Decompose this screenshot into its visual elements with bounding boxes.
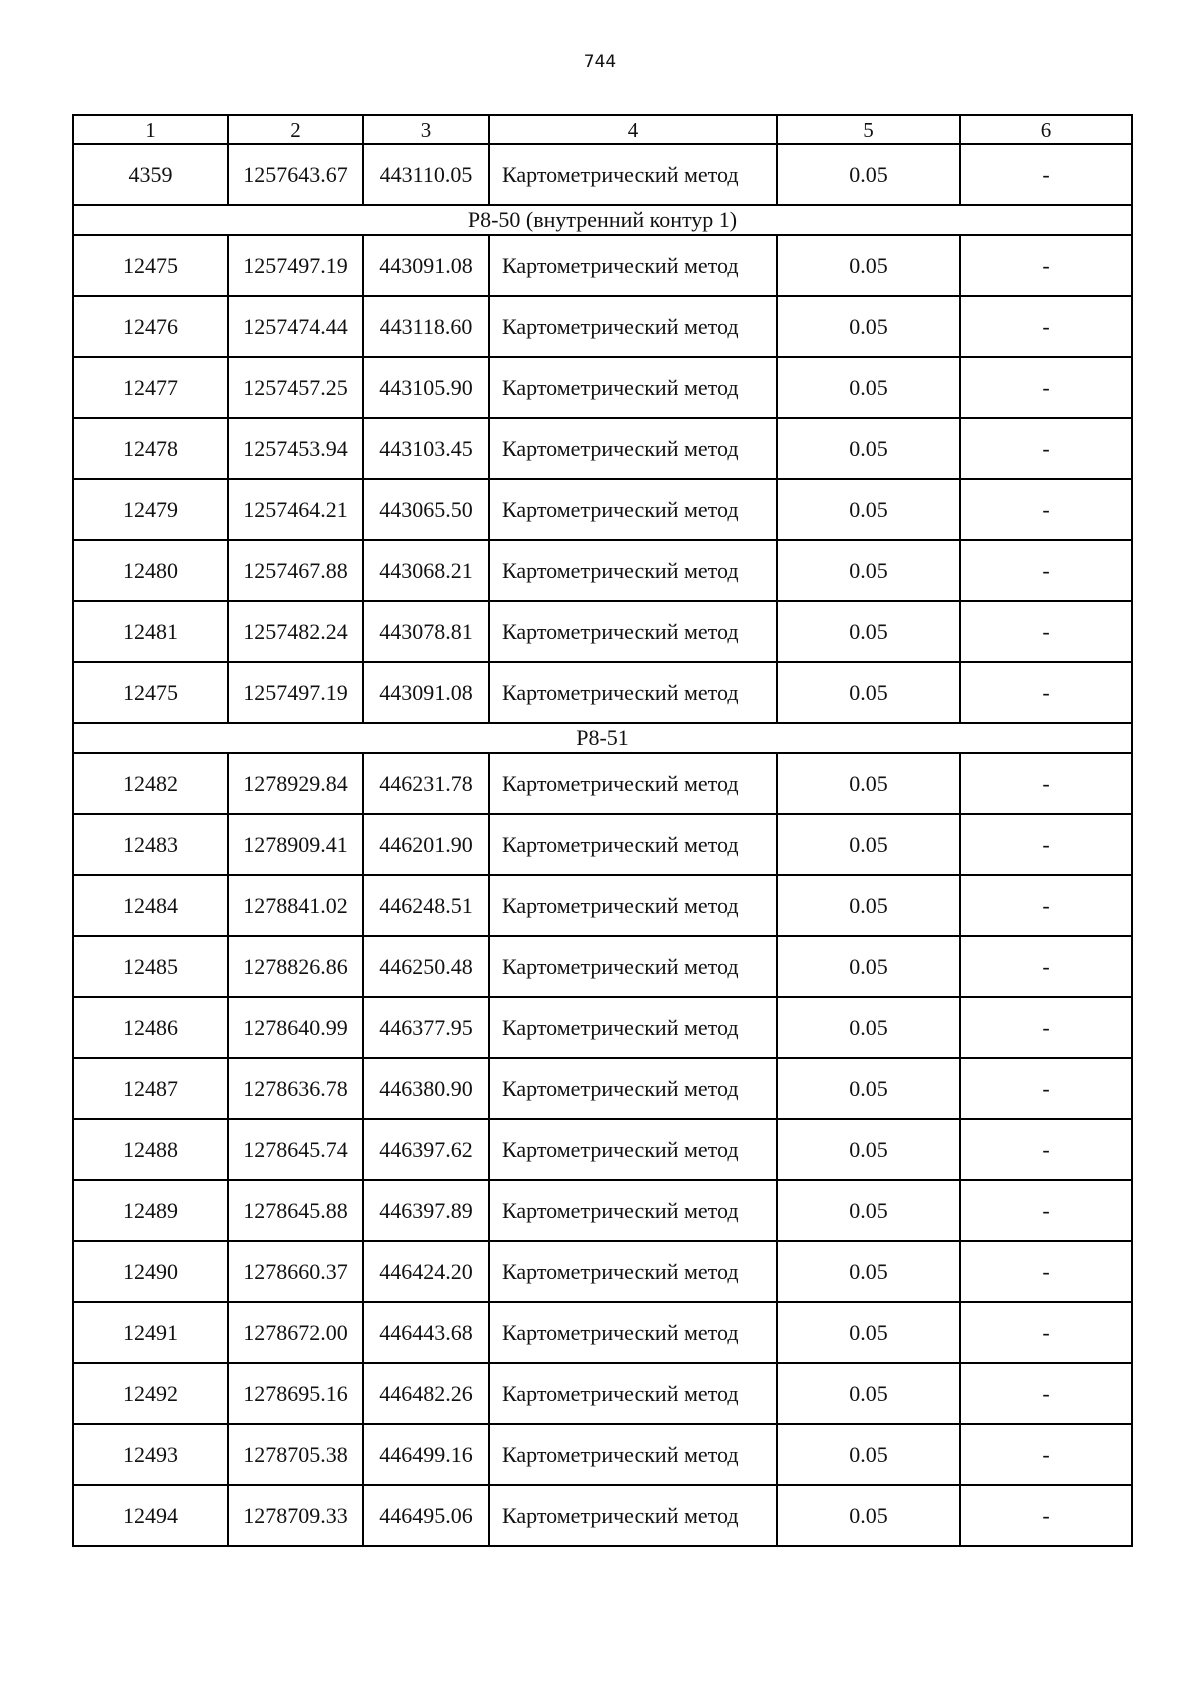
method-cell: Картометрический метод <box>489 997 777 1058</box>
method-cell: Картометрический метод <box>489 1119 777 1180</box>
y-coordinate-cell: 443105.90 <box>363 357 489 418</box>
x-coordinate-cell: 1278929.84 <box>228 753 363 814</box>
method-cell: Картометрический метод <box>489 1424 777 1485</box>
y-coordinate-cell: 446231.78 <box>363 753 489 814</box>
table-row <box>73 1363 1132 1424</box>
x-coordinate-cell: 1278636.78 <box>228 1058 363 1119</box>
table-row <box>73 296 1132 357</box>
accuracy-cell: 0.05 <box>777 601 960 662</box>
table-row <box>73 936 1132 997</box>
table-row <box>73 1180 1132 1241</box>
note-cell: - <box>960 997 1132 1058</box>
method-cell: Картометрический метод <box>489 357 777 418</box>
x-coordinate-cell: 1278645.88 <box>228 1180 363 1241</box>
y-coordinate-cell: 446482.26 <box>363 1363 489 1424</box>
y-coordinate-cell: 446499.16 <box>363 1424 489 1485</box>
y-coordinate-cell: 446495.06 <box>363 1485 489 1546</box>
table-row <box>73 814 1132 875</box>
note-cell: - <box>960 1119 1132 1180</box>
note-cell: - <box>960 235 1132 296</box>
method-cell: Картометрический метод <box>489 875 777 936</box>
x-coordinate-cell: 1278695.16 <box>228 1363 363 1424</box>
table-row <box>73 997 1132 1058</box>
point-number-cell: 12483 <box>73 814 228 875</box>
y-coordinate-cell: 443091.08 <box>363 235 489 296</box>
method-cell: Картометрический метод <box>489 1363 777 1424</box>
column-header: 2 <box>228 115 363 144</box>
x-coordinate-cell: 1278640.99 <box>228 997 363 1058</box>
column-header: 6 <box>960 115 1132 144</box>
x-coordinate-cell: 1257474.44 <box>228 296 363 357</box>
x-coordinate-cell: 1278672.00 <box>228 1302 363 1363</box>
method-cell: Картометрический метод <box>489 1180 777 1241</box>
point-number-cell: 12477 <box>73 357 228 418</box>
point-number-cell: 12482 <box>73 753 228 814</box>
accuracy-cell: 0.05 <box>777 1363 960 1424</box>
point-number-cell: 12493 <box>73 1424 228 1485</box>
accuracy-cell: 0.05 <box>777 357 960 418</box>
point-number-cell: 12478 <box>73 418 228 479</box>
note-cell: - <box>960 1363 1132 1424</box>
note-cell: - <box>960 1058 1132 1119</box>
coordinates-table <box>72 114 1133 1547</box>
table-row <box>73 418 1132 479</box>
point-number-cell: 12475 <box>73 662 228 723</box>
accuracy-cell: 0.05 <box>777 296 960 357</box>
y-coordinate-cell: 446424.20 <box>363 1241 489 1302</box>
note-cell: - <box>960 540 1132 601</box>
column-header: 1 <box>73 115 228 144</box>
method-cell: Картометрический метод <box>489 936 777 997</box>
column-header: 5 <box>777 115 960 144</box>
table-row <box>73 601 1132 662</box>
accuracy-cell: 0.05 <box>777 1241 960 1302</box>
note-cell: - <box>960 479 1132 540</box>
accuracy-cell: 0.05 <box>777 1485 960 1546</box>
table-row <box>73 144 1132 205</box>
method-cell: Картометрический метод <box>489 144 777 205</box>
accuracy-cell: 0.05 <box>777 753 960 814</box>
y-coordinate-cell: 446397.89 <box>363 1180 489 1241</box>
accuracy-cell: 0.05 <box>777 144 960 205</box>
section-row <box>73 723 1132 753</box>
accuracy-cell: 0.05 <box>777 479 960 540</box>
x-coordinate-cell: 1278645.74 <box>228 1119 363 1180</box>
x-coordinate-cell: 1278705.38 <box>228 1424 363 1485</box>
note-cell: - <box>960 601 1132 662</box>
note-cell: - <box>960 1302 1132 1363</box>
x-coordinate-cell: 1257497.19 <box>228 662 363 723</box>
method-cell: Картометрический метод <box>489 662 777 723</box>
note-cell: - <box>960 814 1132 875</box>
note-cell: - <box>960 662 1132 723</box>
accuracy-cell: 0.05 <box>777 814 960 875</box>
table-row <box>73 479 1132 540</box>
note-cell: - <box>960 1180 1132 1241</box>
y-coordinate-cell: 446380.90 <box>363 1058 489 1119</box>
note-cell: - <box>960 144 1132 205</box>
table-row <box>73 1058 1132 1119</box>
table-row <box>73 753 1132 814</box>
accuracy-cell: 0.05 <box>777 662 960 723</box>
y-coordinate-cell: 443068.21 <box>363 540 489 601</box>
table-row <box>73 1424 1132 1485</box>
x-coordinate-cell: 1257643.67 <box>228 144 363 205</box>
y-coordinate-cell: 446248.51 <box>363 875 489 936</box>
point-number-cell: 12488 <box>73 1119 228 1180</box>
table-row <box>73 1241 1132 1302</box>
header-row <box>73 115 1132 144</box>
x-coordinate-cell: 1278826.86 <box>228 936 363 997</box>
table-row <box>73 235 1132 296</box>
accuracy-cell: 0.05 <box>777 235 960 296</box>
method-cell: Картометрический метод <box>489 235 777 296</box>
x-coordinate-cell: 1257464.21 <box>228 479 363 540</box>
point-number-cell: 12484 <box>73 875 228 936</box>
table-row <box>73 357 1132 418</box>
y-coordinate-cell: 446443.68 <box>363 1302 489 1363</box>
point-number-cell: 12492 <box>73 1363 228 1424</box>
table-row <box>73 1485 1132 1546</box>
y-coordinate-cell: 443110.05 <box>363 144 489 205</box>
y-coordinate-cell: 446397.62 <box>363 1119 489 1180</box>
accuracy-cell: 0.05 <box>777 1058 960 1119</box>
accuracy-cell: 0.05 <box>777 418 960 479</box>
note-cell: - <box>960 1424 1132 1485</box>
x-coordinate-cell: 1257453.94 <box>228 418 363 479</box>
x-coordinate-cell: 1257497.19 <box>228 235 363 296</box>
method-cell: Картометрический метод <box>489 418 777 479</box>
accuracy-cell: 0.05 <box>777 997 960 1058</box>
section-title: Р8-51 <box>73 723 1132 753</box>
method-cell: Картометрический метод <box>489 540 777 601</box>
x-coordinate-cell: 1278909.41 <box>228 814 363 875</box>
x-coordinate-cell: 1278660.37 <box>228 1241 363 1302</box>
accuracy-cell: 0.05 <box>777 540 960 601</box>
note-cell: - <box>960 418 1132 479</box>
point-number-cell: 12486 <box>73 997 228 1058</box>
y-coordinate-cell: 443118.60 <box>363 296 489 357</box>
note-cell: - <box>960 296 1132 357</box>
note-cell: - <box>960 1485 1132 1546</box>
table-body <box>73 144 1132 1546</box>
accuracy-cell: 0.05 <box>777 936 960 997</box>
point-number-cell: 12489 <box>73 1180 228 1241</box>
point-number-cell: 12479 <box>73 479 228 540</box>
section-title: Р8-50 (внутренний контур 1) <box>73 205 1132 235</box>
y-coordinate-cell: 446377.95 <box>363 997 489 1058</box>
point-number-cell: 4359 <box>73 144 228 205</box>
point-number-cell: 12481 <box>73 601 228 662</box>
point-number-cell: 12485 <box>73 936 228 997</box>
y-coordinate-cell: 446250.48 <box>363 936 489 997</box>
column-header: 3 <box>363 115 489 144</box>
point-number-cell: 12490 <box>73 1241 228 1302</box>
method-cell: Картометрический метод <box>489 814 777 875</box>
x-coordinate-cell: 1278841.02 <box>228 875 363 936</box>
note-cell: - <box>960 936 1132 997</box>
method-cell: Картометрический метод <box>489 1302 777 1363</box>
accuracy-cell: 0.05 <box>777 1302 960 1363</box>
table-row <box>73 540 1132 601</box>
table-row <box>73 662 1132 723</box>
point-number-cell: 12480 <box>73 540 228 601</box>
column-header: 4 <box>489 115 777 144</box>
y-coordinate-cell: 443103.45 <box>363 418 489 479</box>
point-number-cell: 12475 <box>73 235 228 296</box>
method-cell: Картометрический метод <box>489 1241 777 1302</box>
accuracy-cell: 0.05 <box>777 875 960 936</box>
x-coordinate-cell: 1257482.24 <box>228 601 363 662</box>
y-coordinate-cell: 443065.50 <box>363 479 489 540</box>
note-cell: - <box>960 753 1132 814</box>
point-number-cell: 12487 <box>73 1058 228 1119</box>
x-coordinate-cell: 1257467.88 <box>228 540 363 601</box>
y-coordinate-cell: 446201.90 <box>363 814 489 875</box>
table-row <box>73 1119 1132 1180</box>
y-coordinate-cell: 443091.08 <box>363 662 489 723</box>
page-number: 744 <box>583 52 617 72</box>
accuracy-cell: 0.05 <box>777 1180 960 1241</box>
section-row <box>73 205 1132 235</box>
method-cell: Картометрический метод <box>489 753 777 814</box>
accuracy-cell: 0.05 <box>777 1119 960 1180</box>
note-cell: - <box>960 357 1132 418</box>
x-coordinate-cell: 1257457.25 <box>228 357 363 418</box>
method-cell: Картометрический метод <box>489 1058 777 1119</box>
note-cell: - <box>960 1241 1132 1302</box>
point-number-cell: 12494 <box>73 1485 228 1546</box>
accuracy-cell: 0.05 <box>777 1424 960 1485</box>
x-coordinate-cell: 1278709.33 <box>228 1485 363 1546</box>
y-coordinate-cell: 443078.81 <box>363 601 489 662</box>
point-number-cell: 12476 <box>73 296 228 357</box>
table-row <box>73 875 1132 936</box>
method-cell: Картометрический метод <box>489 1485 777 1546</box>
table-row <box>73 1302 1132 1363</box>
point-number-cell: 12491 <box>73 1302 228 1363</box>
method-cell: Картометрический метод <box>489 601 777 662</box>
method-cell: Картометрический метод <box>489 296 777 357</box>
note-cell: - <box>960 875 1132 936</box>
method-cell: Картометрический метод <box>489 479 777 540</box>
